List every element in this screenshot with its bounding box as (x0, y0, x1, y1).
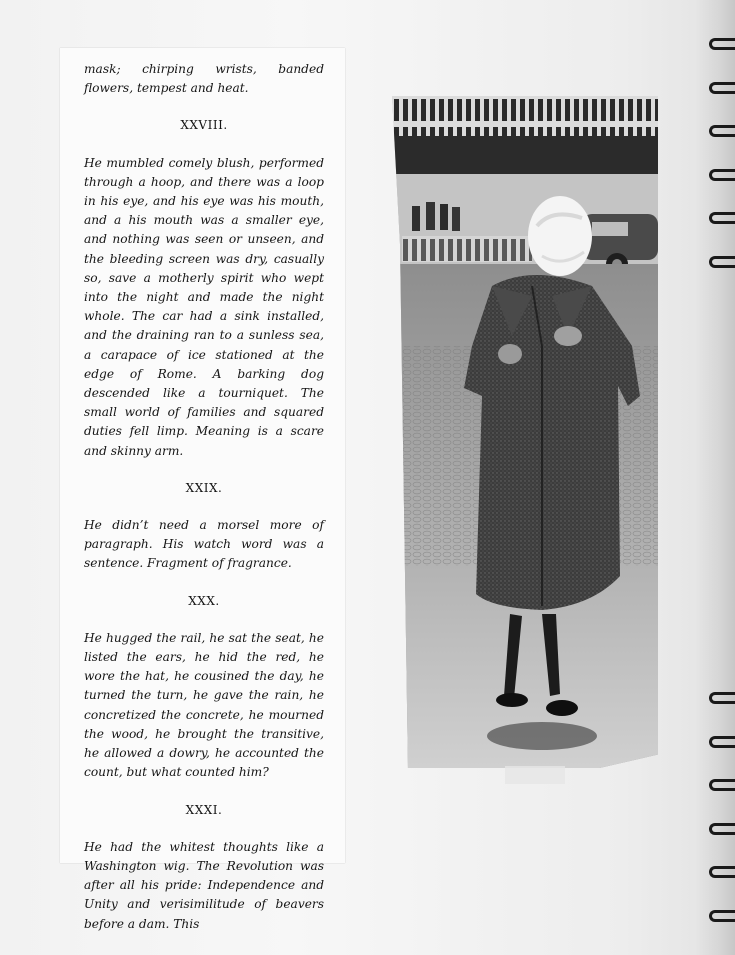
section-body: He hugged the rail, he sat the seat, he listed the ears, he hid the red, he wore the hat, he cousined the day, he turned the turn, he gave the rain, he concretized the concrete, he mourned the wood, he brought the transitive, he allowed a dowry, he accounted the count, but what counted him? (84, 630, 324, 780)
photo-illustration (392, 96, 658, 768)
text-column (84, 60, 324, 934)
binding-ring (709, 823, 735, 835)
binding-ring (709, 212, 735, 224)
tape-residue (505, 766, 565, 784)
section-numeral: XXVIII. (180, 118, 228, 133)
section-body: He didn’t need a morsel more of paragraph. His watch word was a sentence. Fragment of fragrance. (84, 518, 324, 571)
binding-ring (709, 910, 735, 922)
section-numeral: XXXI. (185, 802, 223, 817)
section-numeral: XXX. (188, 593, 220, 608)
section-body: He mumbled comely blush, performed through a hoop, and there was a loop in his eye, and his eye was his mouth, and a his mouth was a smaller eye, and nothing was seen or unseen, and the bleeding screen was dry, casually so, save a motherly spirit who wept into the night and made the night whole. The car had a sink installed, and the draining ran to a sunless sea, a carapace of ice stationed at the edge of Rome. A barking dog descended like a tourniquet. The small world of families and squared duties fell limp. Meaning is a scare and skinny arm. (84, 155, 324, 458)
building-shadow (392, 136, 658, 174)
binding-ring (709, 256, 735, 268)
building-facade (392, 96, 658, 136)
binding-ring (709, 866, 735, 878)
collage-photo (392, 96, 658, 768)
page-edge-shadow (695, 0, 735, 955)
text-panel (60, 48, 345, 931)
binding-ring (709, 82, 735, 94)
binding-ring (709, 692, 735, 704)
intro-paragraph: mask; chirping wrists, banded flowers, tempest and heat. (84, 62, 324, 96)
binding-ring (709, 736, 735, 748)
binding-ring (709, 779, 735, 791)
binding-ring (709, 125, 735, 137)
section-body: He had the whitest thoughts like a Washington wig. The Revolution was after all his pride: Independence and Unity and verisimilitude of beavers before a dam. This (84, 839, 324, 931)
binding-ring (709, 38, 735, 50)
erased-face (528, 196, 592, 276)
binding-ring (709, 169, 735, 181)
man-shadow (487, 722, 597, 750)
section-numeral: XXIX. (185, 480, 223, 495)
